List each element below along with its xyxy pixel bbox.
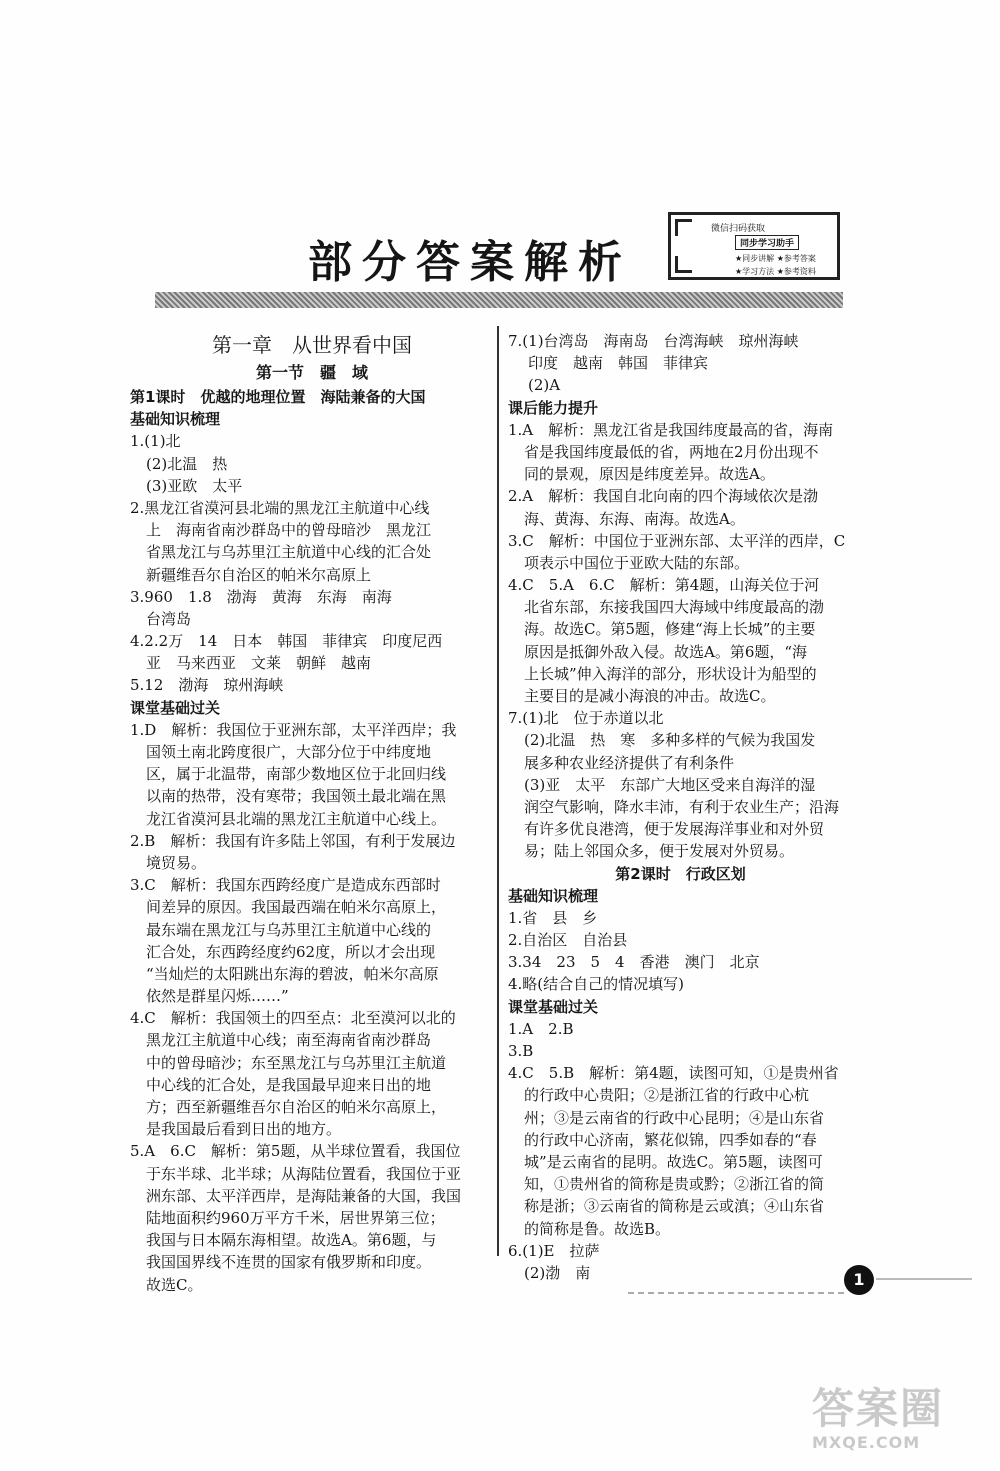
answer-line: 省黑龙江与乌苏里江主航道中心线的汇合处 <box>146 543 432 562</box>
answer-line: 原因是抵御外敌入侵。故选A。第6题，“海 <box>524 642 808 661</box>
answer-line: (2)北温 热 寒 多种多样的气候为我国发 <box>524 731 816 750</box>
subsection-heading: 课堂基础过关 <box>130 698 221 717</box>
left-column <box>130 330 494 1296</box>
answer-item: 3.34 23 5 4 香港 澳门 北京 <box>508 953 760 972</box>
answer-item: 4.C 5.A 6.C 解析：第4题，山海关位于河 <box>508 576 820 595</box>
answer-item: 3.B <box>508 1042 534 1060</box>
answer-item: 1.(1)北 <box>130 432 181 451</box>
badge-line3: ★同步讲解 ★参考答案 <box>735 254 816 263</box>
badge-line2: 同步学习助手 <box>735 235 799 250</box>
answer-line: 知，①贵州省的简称是贵或黔；②浙江省的简 <box>524 1175 825 1194</box>
column-divider <box>497 326 499 1256</box>
answer-line: 新疆维吾尔自治区的帕米尔高原上 <box>146 565 372 584</box>
answer-line: 龙江省漠河县北端的黑龙江主航道中心线上。 <box>146 809 447 828</box>
badge-line4: ★学习方法 ★参考资料 <box>735 267 816 276</box>
answer-line: 亚 马来西亚 文莱 朝鲜 越南 <box>146 654 372 673</box>
answer-item: 3.960 1.8 渤海 黄海 东海 南海 <box>130 587 392 606</box>
answer-item: 1.D 解析：我国位于亚洲东部，太平洋西岸；我 <box>130 720 457 739</box>
watermark <box>812 1385 992 1465</box>
answer-item: 5.A 6.C 解析：第5题，从半球位置看，我国位 <box>130 1142 461 1161</box>
qr-badge <box>668 212 840 280</box>
answer-item: 2.A 解析：我国自北向南的四个海域依次是渤 <box>508 487 819 506</box>
answer-line: 省是我国纬度最低的省，两地在2月份出现不 <box>524 442 819 461</box>
qr-corner-icon <box>675 219 692 236</box>
lesson-title: 第2课时 行政区划 <box>615 864 746 883</box>
answer-item: 2.黑龙江省漠河县北端的黑龙江主航道中心线 <box>130 498 430 517</box>
answer-line: (2)A <box>528 376 561 395</box>
lesson-title: 第1课时 优越的地理位置 海陆兼备的大国 <box>130 388 426 406</box>
answer-line: 印度 越南 韩国 菲律宾 <box>528 354 709 373</box>
subsection-heading: 课后能力提升 <box>508 398 599 417</box>
header-band <box>155 292 843 308</box>
answer-item: 2.自治区 自治县 <box>508 931 628 950</box>
answer-line: 最东端在黑龙江与乌苏里江主航道中心线的 <box>146 920 432 939</box>
answer-line: (3)亚 太平 东部广大地区受来自海洋的湿 <box>524 775 816 794</box>
page-number: 1 <box>844 1265 874 1295</box>
qr-corner-icon <box>675 256 692 273</box>
answer-item: 6.(1)E 拉萨 <box>508 1241 600 1260</box>
answer-line: 上长城”伸入海洋的部分，形状设计为船型的 <box>524 664 817 683</box>
answer-item: 7.(1)台湾岛 海南岛 台湾海峡 琼州海峡 <box>508 332 799 350</box>
answer-line: 海、黄海、东海、南海。故选A。 <box>524 509 745 528</box>
answer-line: 陆地面积约960万平方千米，居世界第三位； <box>146 1208 445 1227</box>
answer-item: 1.A 解析：黑龙江省是我国纬度最高的省，海南 <box>508 420 834 439</box>
footer-rule <box>876 1278 972 1280</box>
answer-line: 润空气影响，降水丰沛，有利于农业生产；沿海 <box>524 797 840 816</box>
answer-line: 海。故选C。第5题，修建“海上长城”的主要 <box>524 620 816 639</box>
answer-line: 易；陆上邻国众多，便于发展对外贸易。 <box>524 842 795 861</box>
answer-line: (2)北温 热 <box>146 454 228 473</box>
footer-rule <box>628 1292 844 1294</box>
answer-line: 中的曾母暗沙；东至黑龙江与乌苏里江主航道 <box>146 1053 447 1072</box>
answer-item: 1.A 2.B <box>508 1019 574 1038</box>
answer-item: 7.(1)北 位于赤道以北 <box>508 709 664 728</box>
answer-line: 称是浙；③云南省的简称是云或滇；④山东省 <box>524 1197 825 1216</box>
answer-line: 城”是云南省的昆明。故选C。第5题，读图可 <box>524 1152 823 1171</box>
answer-item: 4.C 解析：我国领土的四至点：北至漠河以北的 <box>130 1009 456 1028</box>
answer-line: 于东半球、北半球；从海陆位置看，我国位于亚 <box>146 1164 462 1183</box>
answer-line: 国领土南北跨度很广，大部分位于中纬度地 <box>146 743 432 761</box>
subsection-heading: 课堂基础过关 <box>508 997 599 1016</box>
answer-line: 区，属于北温带，南部少数地区位于北回归线 <box>146 765 447 784</box>
answer-line: 上 海南省南沙群岛中的曾母暗沙 黑龙江 <box>146 521 432 540</box>
answer-item: 5.12 渤海 琼州海峡 <box>130 676 284 695</box>
answer-line: 主要目的是减小海浪的冲击。故选C。 <box>524 687 776 705</box>
answer-line: 的行政中心济南，繁花似锦，四季如春的“春 <box>524 1130 817 1149</box>
answer-line: 是我国最后看到日出的地方。 <box>146 1120 342 1139</box>
answer-item: 4.C 5.B 解析：第4题，读图可知，①是贵州省 <box>508 1064 839 1083</box>
answer-line: 故选C。 <box>146 1275 203 1294</box>
answer-item: 3.C 解析：我国东西跨经度广是造成东西部时 <box>130 876 441 895</box>
answer-line: (3)亚欧 太平 <box>146 476 243 495</box>
answer-line: 以南的热带，没有寒带；我国领土最北端在黑 <box>146 787 447 806</box>
answer-line: 有许多优良港湾，便于发展海洋事业和对外贸 <box>524 820 825 839</box>
answer-item: 3.C 解析：中国位于亚洲东部、太平洋的西岸，C <box>508 531 846 550</box>
answer-line: 展多种农业经济提供了有利条件 <box>524 753 735 772</box>
answer-line: 依然是群星闪烁……” <box>146 987 289 1006</box>
right-column <box>508 330 853 1284</box>
answer-line: 方；西至新疆维吾尔自治区的帕米尔高原上， <box>146 1098 447 1116</box>
subsection-heading: 基础知识梳理 <box>130 410 221 429</box>
answer-line: 洲东部、太平洋西岸，是海陆兼备的大国，我国 <box>146 1186 462 1205</box>
answer-line: “当灿烂的太阳跳出东海的碧波，帕米尔高原 <box>146 964 439 983</box>
section-title: 第一节 疆 域 <box>255 363 368 382</box>
answer-line: 间差异的原因。我国最西端在帕米尔高原上， <box>146 898 447 917</box>
answer-line: (2)渤 南 <box>524 1263 591 1282</box>
watermark-logo-text: 答案圈 <box>812 1384 945 1433</box>
answer-line: 项表示中国位于亚欧大陆的东部。 <box>524 553 750 572</box>
watermark-url: MXQE.COM <box>812 1433 921 1452</box>
answer-line: 同的景观，原因是纬度差异。故选A。 <box>524 465 775 484</box>
badge-line1: 微信扫码获取 <box>711 224 766 234</box>
page-title: 部分答案解析 <box>308 237 632 288</box>
answer-line: 境贸易。 <box>146 853 207 872</box>
answer-item: 1.省 县 乡 <box>508 908 598 927</box>
answer-item: 4.2.2万 14 日本 韩国 菲律宾 印度尼西 <box>130 632 443 651</box>
answer-line: 北省东部，东接我国四大海域中纬度最高的渤 <box>524 598 825 617</box>
answer-line: 黑龙江主航道中心线；南至海南省南沙群岛 <box>146 1031 432 1050</box>
subsection-heading: 基础知识梳理 <box>508 886 599 905</box>
answer-item: 2.B 解析：我国有许多陆上邻国，有利于发展边 <box>130 831 456 850</box>
answer-line: 中心线的汇合处，是我国最早迎来日出的地 <box>146 1075 432 1094</box>
answer-line: 的简称是鲁。故选B。 <box>524 1219 671 1238</box>
answer-line: 我国国界线不连贯的国家有俄罗斯和印度。 <box>146 1253 432 1272</box>
answer-line: 汇合处，东西跨经度约62度，所以才会出现 <box>146 942 436 961</box>
answer-item: 4.略(结合自己的情况填写) <box>508 975 685 994</box>
answer-line: 的行政中心贵阳；②是浙江省的行政中心杭 <box>524 1086 810 1105</box>
answer-line: 我国与日本隔东海相望。故选A。第6题，与 <box>146 1231 437 1250</box>
answer-line: 州；③是云南省的行政中心昆明；④是山东省 <box>524 1108 825 1127</box>
chapter-title: 第一章 从世界看中国 <box>212 333 412 357</box>
answer-line: 台湾岛 <box>146 609 192 628</box>
